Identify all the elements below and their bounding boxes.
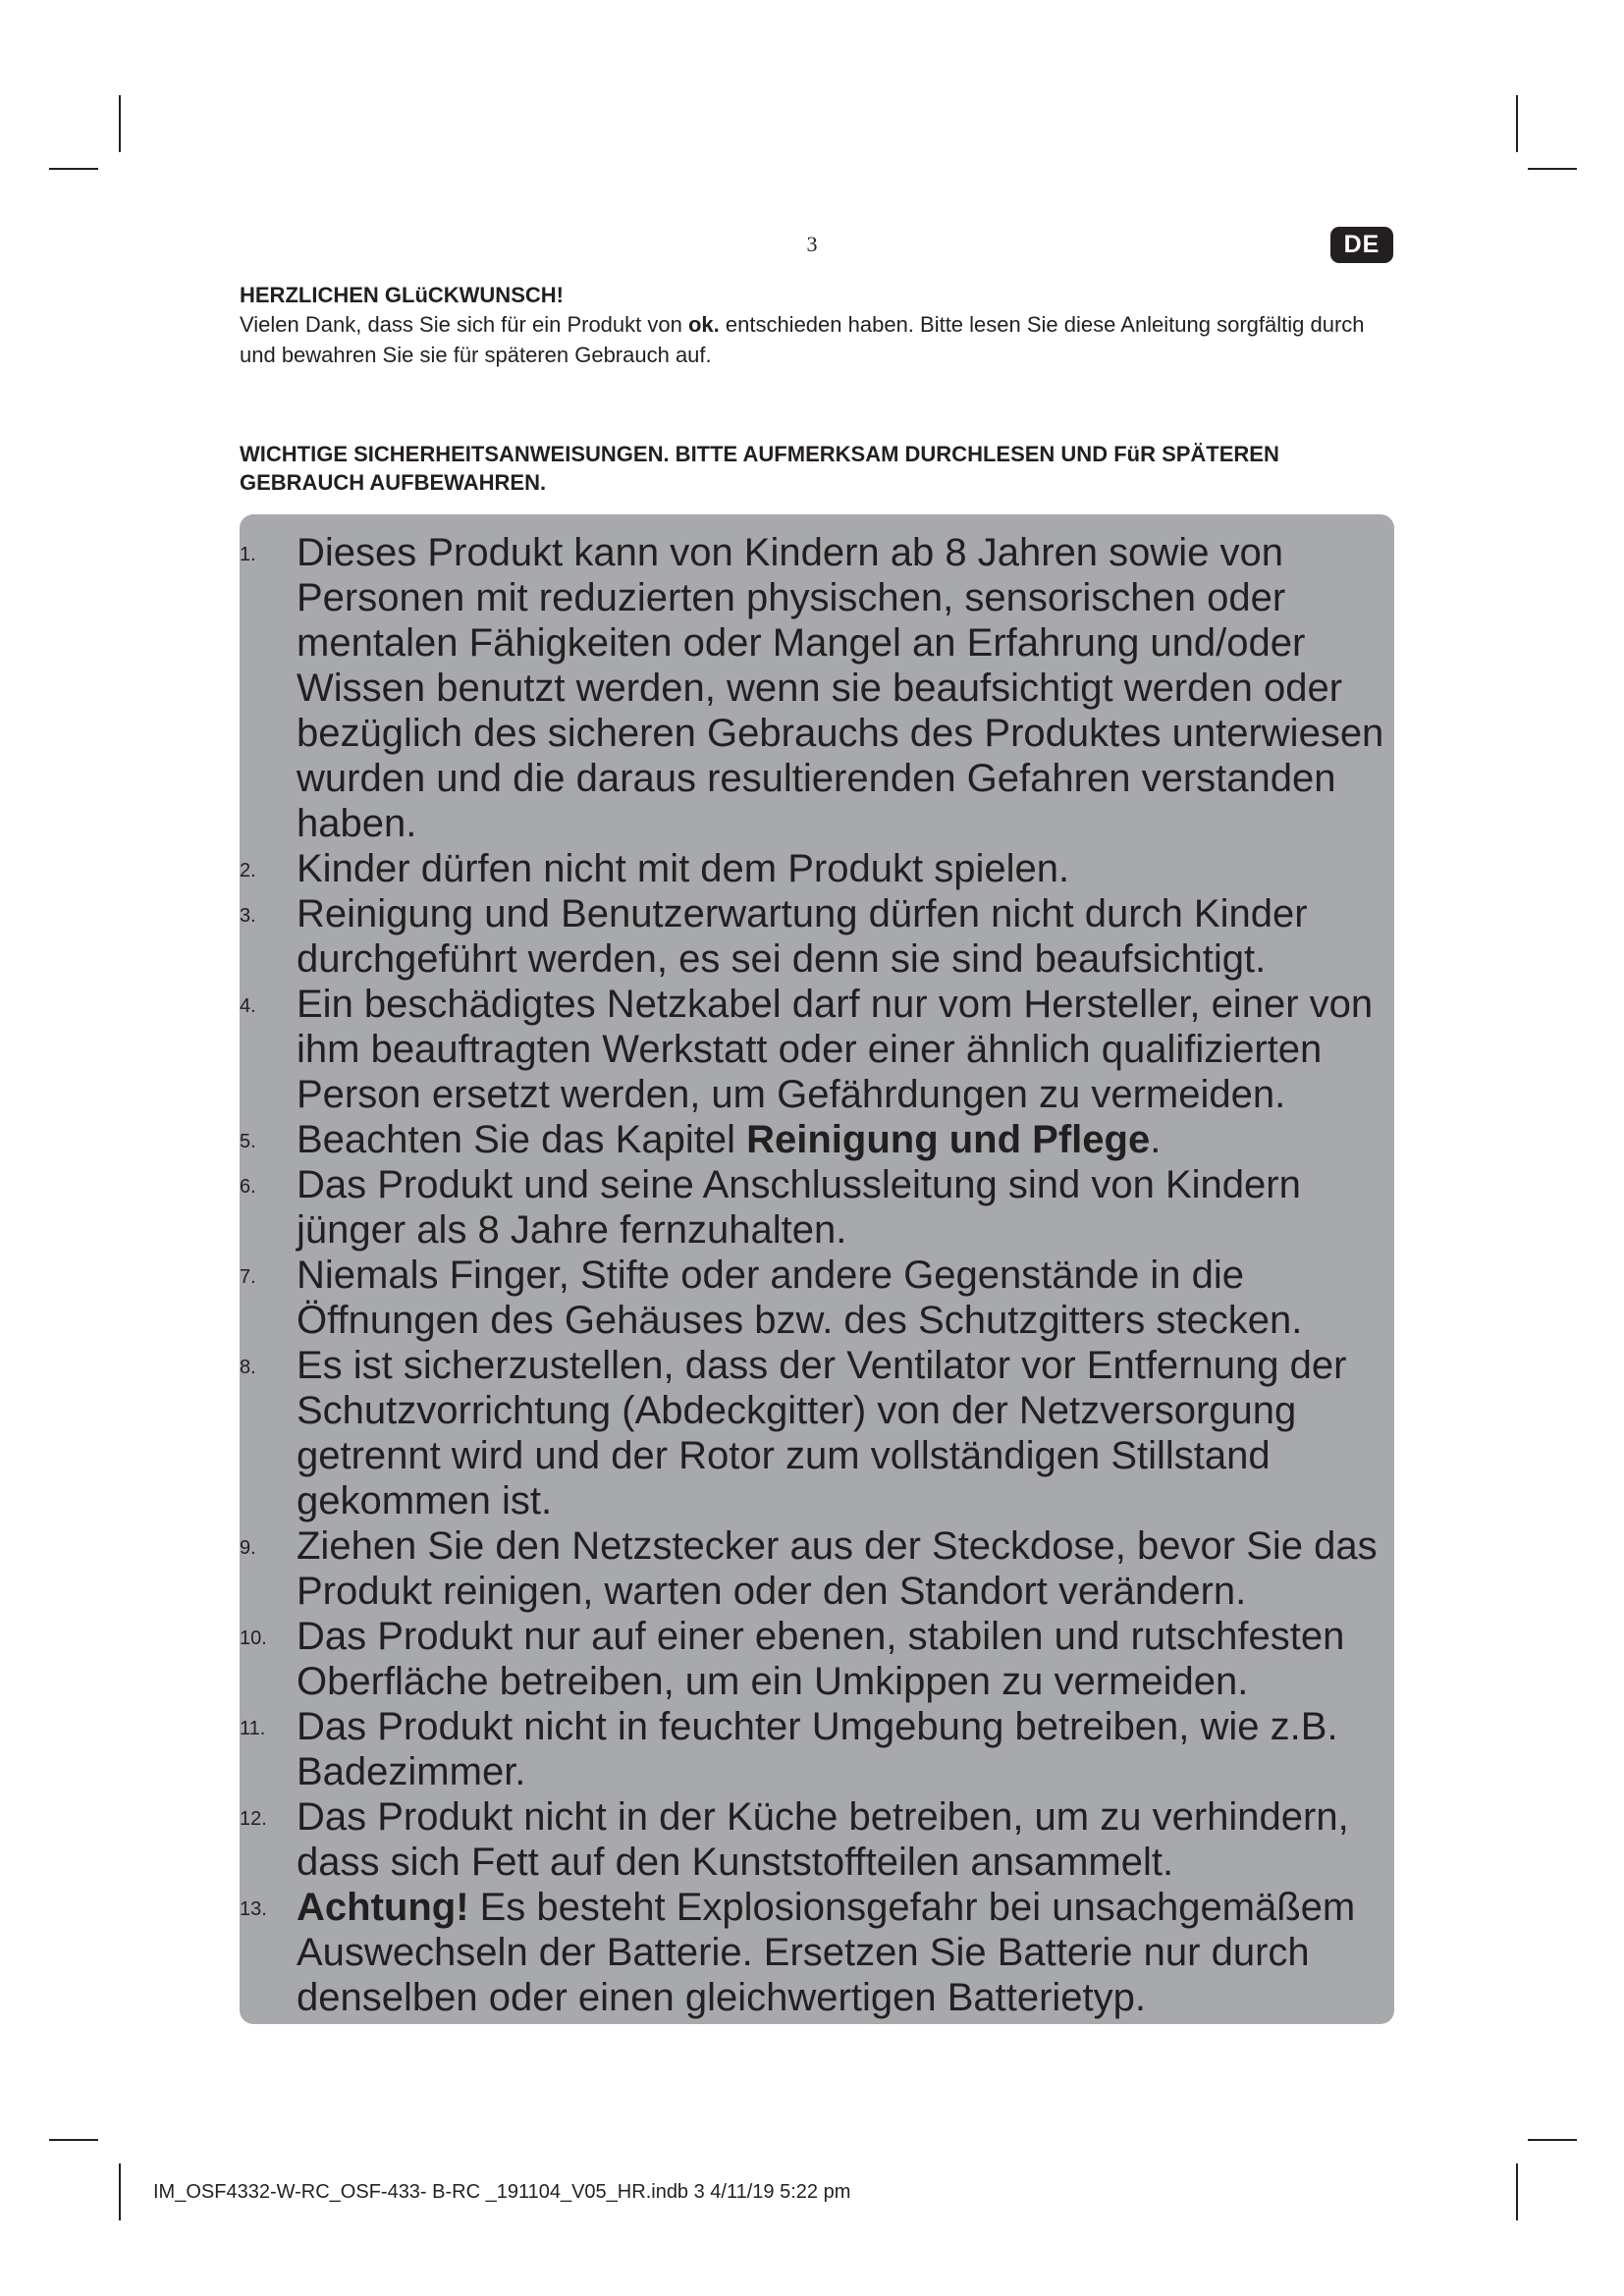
warning-label: Achtung!: [297, 1886, 469, 1929]
item-number: 10.: [240, 1628, 267, 1649]
item-number: 9.: [240, 1537, 256, 1559]
item-text: Reinigung und Benutzerwartung dürfen nicht durch Kinder durchgeführt werden, es sei denn sie sind beaufsichtigt.: [297, 892, 1308, 981]
safety-item: [240, 891, 1390, 982]
item-text-end: Es besteht Explosionsgefahr bei unsachgemäßem Auswechseln der Batterie. Ersetzen Sie Batterie nur durch denselben oder einen gleichwertigen Batterietyp.: [297, 1886, 1356, 2019]
safety-item: [240, 1162, 1390, 1253]
item-text: Kinder dürfen nicht mit dem Produkt spielen.: [297, 847, 1070, 890]
item-number: 1.: [240, 544, 256, 565]
crop-mark: [49, 168, 98, 170]
item-number: 3.: [240, 905, 256, 927]
item-text: Ein beschädigtes Netzkabel darf nur vom Hersteller, einer von ihm beauftragten Werkstatt oder einer ähnlich qualifizierten Person ersetzt werden, um Gefährdungen zu vermeiden.: [297, 983, 1374, 1116]
safety-instructions-box: [240, 514, 1394, 2024]
language-badge: DE: [1330, 227, 1393, 263]
safety-item: [240, 1885, 1390, 2020]
item-number: 4.: [240, 995, 256, 1017]
item-text: Das Produkt und seine Anschlussleitung sind von Kindern jünger als 8 Jahre fernzuhalten.: [297, 1163, 1301, 1252]
item-text: Ziehen Sie den Netzstecker aus der Steckdose, bevor Sie das Produkt reinigen, warten oder den Standort verändern.: [297, 1524, 1378, 1613]
congratulations-section: [240, 281, 1398, 370]
safety-item: [240, 530, 1390, 846]
safety-item: [240, 1794, 1390, 1885]
congratulations-text: [240, 309, 1398, 370]
safety-item: [240, 1614, 1390, 1704]
item-text: Es ist sicherzustellen, dass der Ventilator vor Entfernung der Schutzvorrichtung (Abdeckgitter) von der Netzversorgung getrennt wird und der Rotor zum vollständigen Stillstand gekommen ist.: [297, 1344, 1347, 1522]
print-slug: IM_OSF4332-W-RC_OSF-433- B-RC _191104_V05_HR.indb 3 4/11/19 5:22 pm: [153, 2181, 851, 2203]
item-number: 5.: [240, 1131, 256, 1152]
item-number: 6.: [240, 1176, 256, 1198]
crop-mark: [119, 2163, 121, 2220]
brand-name: ok.: [687, 312, 720, 337]
safety-item: [240, 982, 1390, 1117]
congratulations-heading: HERZLICHEN GLüCKWUNSCH!: [240, 283, 564, 307]
crop-mark: [1528, 168, 1577, 170]
safety-item: [240, 1523, 1390, 1614]
item-text: Das Produkt nicht in feuchter Umgebung betreiben, wie z.B. Badezimmer.: [297, 1705, 1338, 1793]
congratulations-text-end: entschieden haben. Bitte lesen Sie diese Anleitung sorgfältig durch und bewahren Sie sie für späteren Gebrauch auf.: [240, 312, 1365, 367]
item-number: 12.: [240, 1808, 267, 1830]
crop-mark: [1516, 2163, 1518, 2220]
crop-mark: [1528, 2139, 1577, 2141]
item-text: [297, 1117, 1390, 1162]
crop-mark: [1516, 95, 1518, 152]
item-text: [297, 1885, 1390, 2020]
item-number: 13.: [240, 1898, 267, 1920]
item-number: 11.: [240, 1718, 266, 1739]
item-number: 7.: [240, 1266, 256, 1288]
safety-item: [240, 846, 1390, 891]
safety-item: [240, 1343, 1390, 1523]
item-text: Das Produkt nur auf einer ebenen, stabilen und rutschfesten Oberfläche betreiben, um ein Umkippen zu vermeiden.: [297, 1615, 1345, 1703]
safety-item: [240, 1253, 1390, 1343]
item-text: Niemals Finger, Stifte oder andere Gegenstände in die Öffnungen des Gehäuses bzw. des Schutzgitters stecken.: [297, 1254, 1303, 1342]
item-number: 8.: [240, 1357, 256, 1378]
crop-mark: [49, 2139, 98, 2141]
page-number: 3: [806, 232, 818, 256]
safety-item: [240, 1117, 1390, 1162]
item-text: Das Produkt nicht in der Küche betreiben, um zu verhindern, dass sich Fett auf den Kunststoffteilen ansammelt.: [297, 1795, 1349, 1884]
item-text: Dieses Produkt kann von Kindern ab 8 Jahren sowie von Personen mit reduzierten physischen, sensorischen oder mentalen Fähigkeiten oder Mangel an Erfahrung und/oder Wissen benutzt werden, wenn sie beaufsichtigt werden oder bezüglich des sicheren Gebrauchs des Produktes unterwiesen wurden und die daraus resultierenden Gefahren verstanden haben.: [297, 531, 1384, 845]
item-text-end: .: [1150, 1118, 1162, 1161]
item-text-start: Beachten Sie das Kapitel: [297, 1118, 747, 1161]
item-number: 2.: [240, 860, 256, 881]
crop-mark: [119, 95, 121, 152]
safety-item: [240, 1704, 1390, 1794]
congratulations-text-start: Vielen Dank, dass Sie sich für ein Produkt von: [240, 312, 688, 337]
safety-heading: WICHTIGE SICHERHEITSANWEISUNGEN. BITTE AUFMERKSAM DURCHLESEN UND FüR SPÄTEREN GEBRAUCH AUFBEWAHREN.: [240, 442, 1279, 495]
chapter-reference: Reinigung und Pflege: [746, 1118, 1151, 1161]
